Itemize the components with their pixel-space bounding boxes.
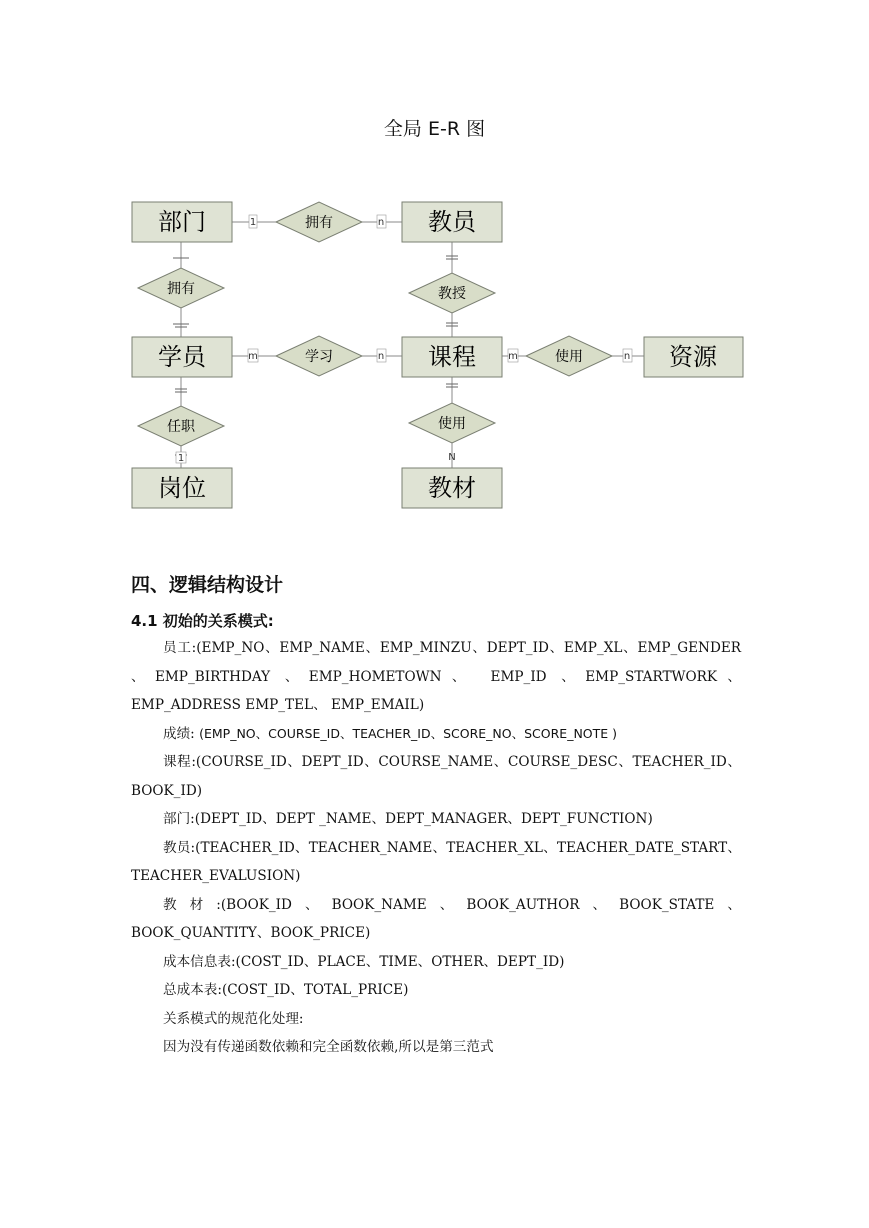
schema-textbook: 教材:(BOOK_ID、BOOK_NAME、BOOK_AUTHOR、BOOK_STATE、BOOK_QUANTITY、BOOK_PRICE)	[131, 896, 741, 941]
section-heading: 四、逻辑结构设计	[131, 574, 284, 596]
schema-total-cost: 总成本表:(COST_ID、TOTAL_PRICE)	[163, 982, 409, 998]
entity-dept-label: 部门	[158, 208, 206, 236]
er-diagram	[0, 0, 869, 540]
schema-dept: 部门:(DEPT_ID、DEPT _NAME、DEPT_MANAGER、DEPT_FUNCTION)	[163, 811, 653, 827]
relationship-dept-student	[138, 268, 224, 308]
card-student-course-left: m	[248, 351, 258, 362]
entity-course	[402, 337, 502, 377]
entity-resource-label: 资源	[669, 343, 717, 371]
normalization-conclusion: 因为没有传递函数依赖和完全函数依赖,所以是第三范式	[163, 1039, 494, 1055]
relationship-course-resource	[526, 336, 612, 376]
relationship-dept-student-label: 拥有	[167, 281, 195, 297]
schema-score-label: 成绩:	[163, 725, 195, 742]
card-course-resource-left: m	[508, 351, 518, 362]
normalization-heading: 关系模式的规范化处理:	[163, 1010, 304, 1027]
entity-teacher-label: 教员	[428, 208, 476, 236]
card-course-textbook-bottom: N	[448, 452, 456, 463]
entity-student	[132, 337, 232, 377]
schema-score	[131, 720, 741, 749]
relation-schema-list	[131, 634, 741, 1062]
schema-cost-info: 成本信息表:(COST_ID、PLACE、TIME、OTHER、DEPT_ID)	[163, 953, 565, 970]
card-dept-teacher-right: n	[377, 217, 385, 228]
schema-course: 课程:(COURSE_ID、DEPT_ID、COURSE_NAME、COURSE_DESC、TEACHER_ID、BOOK_ID)	[131, 754, 741, 799]
relationship-dept-teacher	[276, 202, 362, 242]
entity-post	[132, 468, 232, 508]
relationship-dept-teacher-label: 拥有	[305, 215, 333, 231]
entity-resource	[644, 337, 743, 377]
schema-score-fields: (EMP_NO、COURSE_ID、TEACHER_ID、SCORE_NO、SCORE_NOTE )	[199, 725, 618, 741]
subsection-heading: 4.1 初始的关系模式:	[131, 612, 274, 630]
entity-teacher	[402, 202, 502, 242]
entity-dept	[132, 202, 232, 242]
schema-employee: 员工:(EMP_NO、EMP_NAME、EMP_MINZU、DEPT_ID、EMP_XL、EMP_GENDER 、EMP_BIRTHDAY 、EMP_HOMETOWN、 EMP_ID 、EMP_STARTWORK、EMP_ADDRESS EMP_TEL、 EMP_EMAIL)	[131, 640, 741, 713]
relationship-course-textbook	[409, 403, 495, 443]
relationship-student-course	[276, 336, 362, 376]
card-course-resource-right: n	[623, 351, 631, 362]
entity-textbook-label: 教材	[428, 474, 476, 502]
relationship-teacher-course	[409, 273, 495, 313]
relationship-student-post-label: 任职	[167, 419, 195, 435]
relationship-course-resource-label: 使用	[555, 349, 583, 365]
entity-textbook	[402, 468, 502, 508]
entity-course-label: 课程	[428, 343, 476, 371]
relationship-teacher-course-label: 教授	[438, 286, 466, 302]
relationship-course-textbook-label: 使用	[438, 416, 466, 432]
card-student-post-bottom: 1	[177, 453, 185, 464]
card-dept-teacher-left: 1	[249, 217, 257, 228]
relationship-student-course-label: 学习	[305, 349, 333, 365]
card-student-course-right: n	[377, 351, 385, 362]
entity-post-label: 岗位	[158, 474, 206, 502]
entity-student-label: 学员	[158, 343, 206, 371]
relationship-student-post	[138, 406, 224, 446]
diagram-title: 全局 E-R 图	[383, 118, 486, 140]
schema-teacher: 教员:(TEACHER_ID、TEACHER_NAME、TEACHER_XL、TEACHER_DATE_START、TEACHER_EVALUSION)	[131, 839, 741, 884]
